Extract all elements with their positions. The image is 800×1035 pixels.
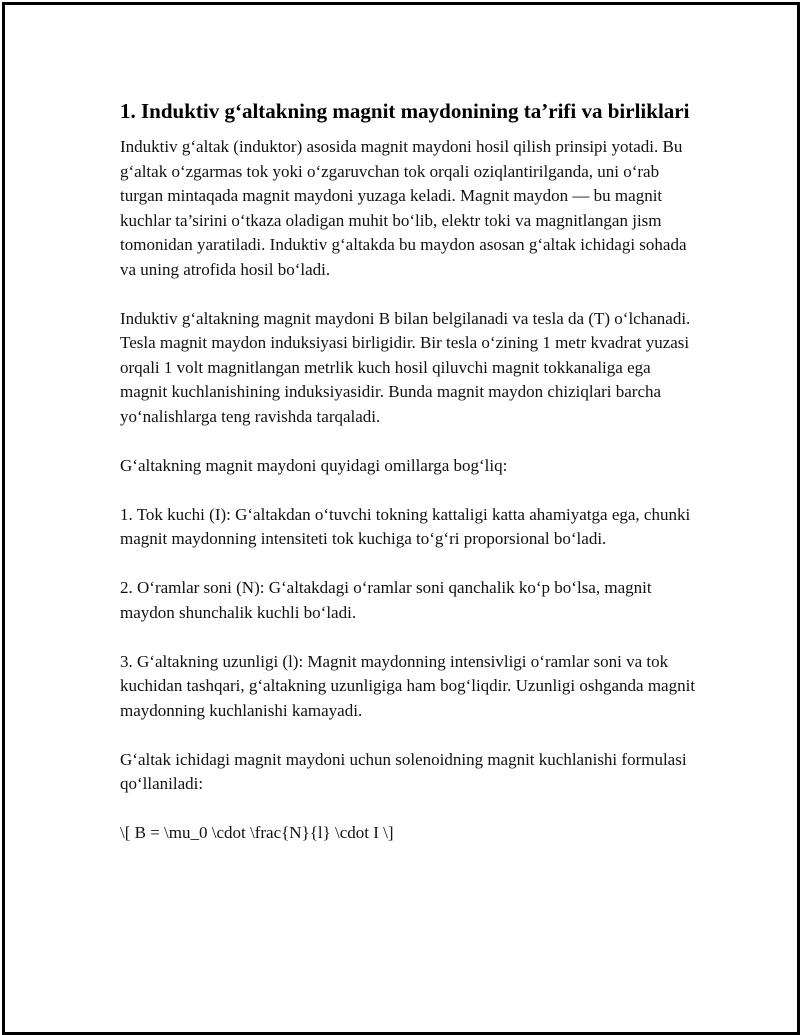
list-item-turns: 2. O‘ramlar soni (N): G‘altakdagi o‘ramlar soni qanchalik ko‘p bo‘lsa, magnit maydon shunchalik kuchli bo‘ladi.	[120, 578, 652, 622]
list-item-length: 3. G‘altakning uzunligi (l): Magnit maydonning intensivligi o‘ramlar soni va tok kuchidan tashqari, g‘altakning uzunligiga ham bog‘liqdir. Uzunligi oshganda magnit maydonning kuchlanishi kamayadi.	[120, 651, 696, 720]
list-item-current: 1. Tok kuchi (I): G‘altakdan o‘tuvchi tokning kattaligi katta ahamiyatga ega, chunki magnit maydonning intensiteti tok kuchiga to‘g‘ri proporsional bo‘ladi.	[120, 504, 691, 548]
section-heading: 1. Induktiv g‘altakning magnit maydonining ta’rifi va birliklari	[120, 99, 690, 123]
formula: \[ B = \mu_0 \cdot \frac{N}{l} \cdot I \]	[120, 823, 394, 842]
page-frame	[2, 2, 800, 1035]
paragraph-factors-intro: G‘altakning magnit maydoni quyidagi omillarga bog‘liq:	[120, 455, 508, 475]
document-body	[120, 97, 700, 846]
paragraph-formula-intro: G‘altak ichidagi magnit maydoni uchun solenoidning magnit kuchlanishi formulasi qo‘llaniladi:	[120, 749, 687, 793]
paragraph-intro: Induktiv g‘altak (induktor) asosida magnit maydoni hosil qilish prinsipi yotadi. Bu g‘altak o‘zgarmas tok yoki o‘zgaruvchan tok orqali oziqlantirilganda, uni o‘rab turgan mintaqada magnit maydoni yuzaga keladi. Magnit maydon — bu magnit kuchlar ta’sirini o‘tkaza oladigan muhit bo‘lib, elektr toki va magnitlangan jism tomonidan yaratiladi. Induktiv g‘altakda bu maydon asosan g‘altak ichidagi sohada va uning atrofida hosil bo‘ladi.	[120, 137, 687, 279]
paragraph-units: Induktiv g‘altakning magnit maydoni B bilan belgilanadi va tesla da (T) o‘lchanadi. Tesla magnit maydon induksiyasi birligidir. Bir tesla o‘zining 1 metr kvadrat yuzasi orqali 1 volt magnitlangan metrlik kuch hosil qiluvchi magnit tokkanaliga ega magnit kuchlanishining induksiyasidir. Bunda magnit maydon chiziqlari barcha yo‘nalishlarga teng ravishda tarqaladi.	[120, 308, 691, 426]
